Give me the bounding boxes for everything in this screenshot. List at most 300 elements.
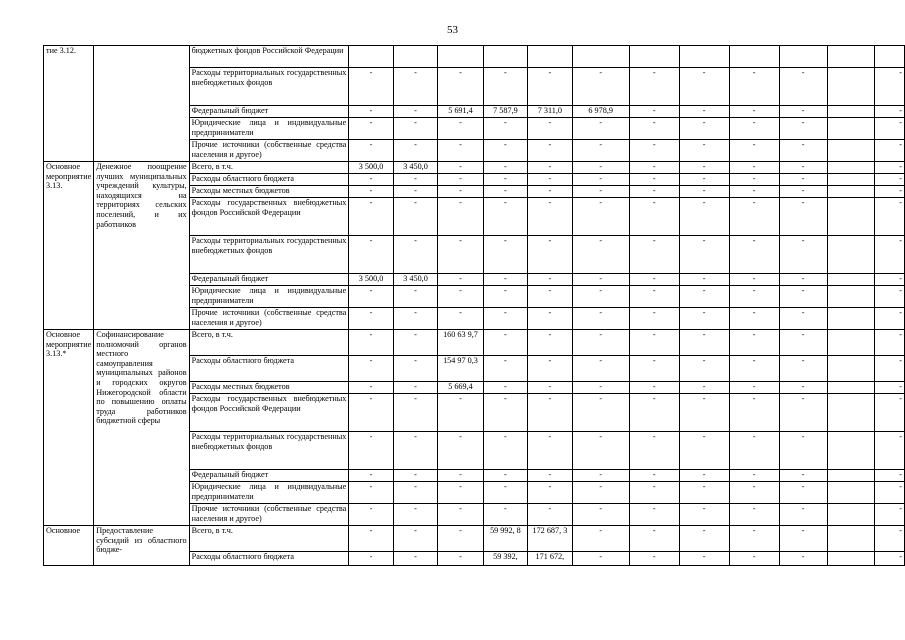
value-cell — [827, 140, 875, 162]
value-cell: 172 687, 3 — [528, 526, 572, 552]
value-cell: - — [572, 330, 629, 356]
value-cell: - — [349, 470, 393, 482]
funding-source: Федеральный бюджет — [189, 274, 349, 286]
value-cell: - — [572, 482, 629, 504]
value-cell: - — [779, 394, 827, 432]
value-cell: - — [483, 274, 527, 286]
value-cell: - — [393, 186, 437, 198]
value-cell: - — [779, 308, 827, 330]
funding-source: Расходы областного бюджета — [189, 552, 349, 566]
value-cell: - — [629, 174, 679, 186]
value-cell: 5 691,4 — [438, 106, 483, 118]
value-cell: - — [349, 186, 393, 198]
value-cell: - — [572, 174, 629, 186]
value-cell: - — [629, 140, 679, 162]
value-cell: - — [438, 174, 483, 186]
value-cell: - — [729, 186, 779, 198]
funding-source: Всего, в т.ч. — [189, 162, 349, 174]
value-cell: 3 500,0 — [349, 162, 393, 174]
value-cell: - — [875, 470, 905, 482]
funding-source: Прочие источники (собственные средства населения и другое) — [189, 504, 349, 526]
value-cell: - — [779, 482, 827, 504]
value-cell: - — [779, 186, 827, 198]
value-cell — [349, 46, 393, 68]
value-cell: - — [349, 174, 393, 186]
value-cell: - — [629, 470, 679, 482]
value-cell: - — [393, 356, 437, 382]
value-cell: - — [729, 308, 779, 330]
table-row — [44, 46, 905, 68]
value-cell: 171 672, — [528, 552, 572, 566]
funding-source: Федеральный бюджет — [189, 470, 349, 482]
funding-source: Федеральный бюджет — [189, 106, 349, 118]
value-cell: - — [349, 68, 393, 106]
value-cell: - — [779, 274, 827, 286]
value-cell: - — [349, 330, 393, 356]
value-cell — [629, 46, 679, 68]
value-cell: - — [349, 140, 393, 162]
value-cell: - — [572, 162, 629, 174]
value-cell: - — [483, 198, 527, 236]
value-cell: - — [629, 482, 679, 504]
value-cell: - — [528, 432, 572, 470]
value-cell: - — [438, 470, 483, 482]
funding-source: Расходы местных бюджетов — [189, 186, 349, 198]
value-cell: - — [729, 140, 779, 162]
value-cell: - — [729, 526, 779, 552]
value-cell: - — [483, 308, 527, 330]
value-cell: - — [572, 394, 629, 432]
value-cell: - — [679, 118, 729, 140]
value-cell: - — [679, 274, 729, 286]
value-cell — [827, 470, 875, 482]
value-cell: - — [438, 552, 483, 566]
value-cell: - — [875, 198, 905, 236]
value-cell: - — [572, 504, 629, 526]
value-cell: - — [729, 118, 779, 140]
value-cell: - — [679, 526, 729, 552]
value-cell: - — [629, 286, 679, 308]
value-cell: - — [438, 526, 483, 552]
value-cell: - — [779, 382, 827, 394]
value-cell: - — [729, 198, 779, 236]
measure-code: Основное мероприятие 3.13.* — [44, 330, 94, 526]
value-cell: - — [483, 118, 527, 140]
funding-source: Прочие источники (собственные средства населения и другое) — [189, 308, 349, 330]
value-cell: - — [528, 382, 572, 394]
value-cell: - — [528, 482, 572, 504]
value-cell: - — [483, 330, 527, 356]
value-cell: - — [875, 356, 905, 382]
value-cell: - — [572, 356, 629, 382]
value-cell: - — [572, 552, 629, 566]
value-cell: - — [528, 470, 572, 482]
value-cell: - — [393, 394, 437, 432]
value-cell: - — [729, 394, 779, 432]
value-cell: - — [528, 68, 572, 106]
value-cell: 3 500,0 — [349, 274, 393, 286]
value-cell: - — [393, 236, 437, 274]
value-cell: - — [729, 432, 779, 470]
value-cell — [528, 46, 572, 68]
funding-source: бюджетных фондов Российской Федерации — [189, 46, 349, 68]
value-cell: - — [679, 504, 729, 526]
value-cell: - — [393, 118, 437, 140]
value-cell: - — [779, 68, 827, 106]
value-cell — [438, 46, 483, 68]
value-cell: - — [679, 470, 729, 482]
value-cell: - — [875, 106, 905, 118]
value-cell: 59 392, — [483, 552, 527, 566]
value-cell: - — [572, 432, 629, 470]
value-cell: - — [393, 526, 437, 552]
value-cell: - — [528, 308, 572, 330]
value-cell: - — [528, 118, 572, 140]
value-cell: - — [875, 482, 905, 504]
value-cell: - — [393, 140, 437, 162]
value-cell — [572, 46, 629, 68]
value-cell: 3 450,0 — [393, 162, 437, 174]
value-cell: - — [438, 198, 483, 236]
value-cell: - — [349, 198, 393, 236]
value-cell — [779, 46, 827, 68]
value-cell — [827, 46, 875, 68]
value-cell — [827, 552, 875, 566]
value-cell: 3 450,0 — [393, 274, 437, 286]
value-cell — [875, 46, 905, 68]
value-cell: - — [629, 552, 679, 566]
value-cell: - — [528, 330, 572, 356]
value-cell: - — [875, 382, 905, 394]
value-cell: 160 63 9,7 — [438, 330, 483, 356]
funding-source: Расходы территориальных государственных внебюджетных фондов — [189, 432, 349, 470]
value-cell: - — [572, 140, 629, 162]
value-cell: - — [438, 236, 483, 274]
value-cell: - — [349, 106, 393, 118]
value-cell: - — [572, 236, 629, 274]
value-cell: - — [483, 470, 527, 482]
value-cell: - — [572, 198, 629, 236]
value-cell: - — [349, 552, 393, 566]
value-cell — [827, 174, 875, 186]
value-cell — [827, 394, 875, 432]
value-cell — [827, 504, 875, 526]
value-cell: - — [483, 186, 527, 198]
value-cell: - — [875, 526, 905, 552]
value-cell: - — [679, 140, 729, 162]
value-cell: - — [349, 394, 393, 432]
value-cell: - — [779, 356, 827, 382]
value-cell: - — [629, 274, 679, 286]
measure-name: Предоставление субсидий из областного бюдже- — [94, 526, 189, 566]
value-cell: - — [483, 140, 527, 162]
value-cell: - — [629, 308, 679, 330]
value-cell: - — [629, 236, 679, 274]
measure-name: Софинансирование полномочий органов местного самоуправления муниципальных районов и городских округов Нижегородской области по повышению оплаты труда работников бюджетной сферы — [94, 330, 189, 526]
value-cell: - — [875, 330, 905, 356]
value-cell: - — [349, 236, 393, 274]
value-cell: - — [528, 140, 572, 162]
funding-source: Юридические лица и индивидуальные предприниматели — [189, 118, 349, 140]
value-cell: - — [438, 432, 483, 470]
value-cell: 7 311,0 — [528, 106, 572, 118]
value-cell: - — [572, 382, 629, 394]
value-cell — [393, 46, 437, 68]
value-cell: - — [483, 68, 527, 106]
value-cell: - — [438, 504, 483, 526]
value-cell: - — [438, 186, 483, 198]
value-cell: - — [875, 68, 905, 106]
value-cell: - — [729, 482, 779, 504]
value-cell: 154 97 0,3 — [438, 356, 483, 382]
value-cell: - — [393, 286, 437, 308]
value-cell: - — [875, 118, 905, 140]
value-cell: - — [629, 382, 679, 394]
value-cell: - — [729, 504, 779, 526]
value-cell: - — [729, 106, 779, 118]
value-cell: - — [393, 432, 437, 470]
value-cell: - — [875, 140, 905, 162]
value-cell — [827, 106, 875, 118]
value-cell: - — [729, 470, 779, 482]
value-cell — [827, 330, 875, 356]
value-cell: - — [528, 174, 572, 186]
value-cell: - — [679, 162, 729, 174]
value-cell: - — [629, 526, 679, 552]
value-cell: - — [729, 330, 779, 356]
value-cell: 7 587,9 — [483, 106, 527, 118]
value-cell — [827, 432, 875, 470]
value-cell: - — [483, 432, 527, 470]
value-cell: - — [779, 140, 827, 162]
value-cell: - — [679, 552, 729, 566]
value-cell: - — [779, 162, 827, 174]
value-cell: - — [349, 432, 393, 470]
value-cell: - — [528, 394, 572, 432]
value-cell: - — [483, 236, 527, 274]
value-cell: - — [629, 394, 679, 432]
value-cell: - — [779, 526, 827, 552]
measure-code: тие 3.12. — [44, 46, 94, 162]
value-cell: - — [438, 118, 483, 140]
value-cell: - — [572, 274, 629, 286]
value-cell: - — [779, 504, 827, 526]
value-cell: - — [875, 432, 905, 470]
value-cell: - — [875, 162, 905, 174]
value-cell — [827, 356, 875, 382]
value-cell: - — [438, 308, 483, 330]
value-cell: - — [438, 140, 483, 162]
value-cell: - — [875, 186, 905, 198]
value-cell — [827, 382, 875, 394]
value-cell — [827, 186, 875, 198]
value-cell: - — [779, 552, 827, 566]
value-cell: - — [393, 552, 437, 566]
value-cell: - — [629, 330, 679, 356]
value-cell: - — [729, 382, 779, 394]
value-cell: - — [779, 236, 827, 274]
value-cell: - — [349, 382, 393, 394]
value-cell: - — [528, 274, 572, 286]
value-cell: - — [679, 432, 729, 470]
value-cell: - — [679, 356, 729, 382]
value-cell: 59 992, 8 — [483, 526, 527, 552]
value-cell: - — [393, 174, 437, 186]
funding-source: Расходы территориальных государственных внебюджетных фондов — [189, 68, 349, 106]
value-cell: - — [528, 162, 572, 174]
value-cell: - — [679, 482, 729, 504]
funding-source: Расходы областного бюджета — [189, 356, 349, 382]
value-cell: - — [349, 482, 393, 504]
value-cell: - — [349, 526, 393, 552]
value-cell: - — [875, 286, 905, 308]
measure-name — [94, 46, 189, 162]
value-cell: - — [572, 118, 629, 140]
value-cell: - — [438, 68, 483, 106]
value-cell — [827, 236, 875, 274]
value-cell: - — [875, 308, 905, 330]
value-cell: - — [483, 286, 527, 308]
table-row — [44, 526, 905, 552]
value-cell: - — [679, 198, 729, 236]
value-cell — [827, 274, 875, 286]
measure-code: Основное мероприятие 3.13. — [44, 162, 94, 330]
funding-table — [43, 45, 905, 566]
value-cell: - — [483, 356, 527, 382]
value-cell: - — [528, 236, 572, 274]
measure-code: Основное — [44, 526, 94, 566]
value-cell: - — [729, 274, 779, 286]
funding-source: Расходы местных бюджетов — [189, 382, 349, 394]
value-cell: - — [729, 236, 779, 274]
value-cell: - — [349, 356, 393, 382]
value-cell: - — [483, 394, 527, 432]
page-number: 53 — [447, 24, 458, 36]
value-cell: - — [779, 106, 827, 118]
value-cell: - — [679, 186, 729, 198]
value-cell: - — [729, 552, 779, 566]
value-cell: 6 978,9 — [572, 106, 629, 118]
value-cell: - — [572, 470, 629, 482]
value-cell — [827, 482, 875, 504]
value-cell: - — [679, 394, 729, 432]
value-cell: - — [779, 118, 827, 140]
value-cell: - — [729, 162, 779, 174]
value-cell: - — [629, 504, 679, 526]
value-cell: - — [528, 504, 572, 526]
value-cell: - — [349, 118, 393, 140]
value-cell: - — [393, 482, 437, 504]
value-cell: - — [779, 470, 827, 482]
value-cell: - — [349, 308, 393, 330]
value-cell: - — [679, 174, 729, 186]
funding-source: Расходы территориальных государственных внебюджетных фондов — [189, 236, 349, 274]
value-cell: - — [629, 198, 679, 236]
value-cell — [827, 526, 875, 552]
value-cell — [827, 198, 875, 236]
value-cell: - — [438, 394, 483, 432]
value-cell: - — [629, 68, 679, 106]
value-cell: - — [483, 482, 527, 504]
value-cell: - — [629, 432, 679, 470]
value-cell: - — [779, 286, 827, 308]
value-cell: - — [679, 286, 729, 308]
value-cell: - — [875, 394, 905, 432]
value-cell: - — [349, 504, 393, 526]
value-cell: - — [572, 68, 629, 106]
funding-source: Юридические лица и индивидуальные предприниматели — [189, 286, 349, 308]
value-cell: - — [393, 470, 437, 482]
value-cell: - — [779, 198, 827, 236]
value-cell: - — [875, 552, 905, 566]
value-cell: - — [629, 106, 679, 118]
funding-source: Расходы государственных внебюджетных фондов Российской Федерации — [189, 394, 349, 432]
value-cell: - — [528, 356, 572, 382]
measure-name: Денежное поощрение лучших муниципальных учреждений культуры, находящихся на территориях сельских поселений, и их работников — [94, 162, 189, 330]
value-cell: - — [679, 308, 729, 330]
table-row — [44, 162, 905, 174]
value-cell: - — [629, 118, 679, 140]
value-cell: - — [438, 482, 483, 504]
value-cell — [729, 46, 779, 68]
value-cell: - — [438, 286, 483, 308]
value-cell: - — [729, 286, 779, 308]
funding-source: Прочие источники (собственные средства населения и другое) — [189, 140, 349, 162]
value-cell: - — [528, 186, 572, 198]
value-cell: - — [729, 68, 779, 106]
value-cell: - — [393, 198, 437, 236]
value-cell: - — [875, 504, 905, 526]
value-cell — [827, 286, 875, 308]
value-cell: - — [528, 286, 572, 308]
value-cell: - — [483, 162, 527, 174]
value-cell: - — [572, 308, 629, 330]
value-cell: - — [875, 236, 905, 274]
value-cell: - — [729, 174, 779, 186]
value-cell — [827, 162, 875, 174]
value-cell: - — [349, 286, 393, 308]
value-cell: - — [528, 198, 572, 236]
value-cell: - — [779, 330, 827, 356]
value-cell: - — [393, 106, 437, 118]
value-cell: - — [629, 186, 679, 198]
value-cell: - — [483, 174, 527, 186]
value-cell: - — [729, 356, 779, 382]
value-cell: - — [393, 382, 437, 394]
value-cell: - — [438, 274, 483, 286]
funding-source: Всего, в т.ч. — [189, 526, 349, 552]
value-cell: - — [629, 162, 679, 174]
funding-source: Юридические лица и индивидуальные предприниматели — [189, 482, 349, 504]
value-cell: - — [679, 382, 729, 394]
value-cell: - — [393, 330, 437, 356]
value-cell: - — [572, 526, 629, 552]
value-cell: - — [572, 286, 629, 308]
table-row — [44, 330, 905, 356]
funding-source: Расходы областного бюджета — [189, 174, 349, 186]
value-cell: 5 669,4 — [438, 382, 483, 394]
value-cell: - — [779, 174, 827, 186]
value-cell: - — [393, 308, 437, 330]
value-cell — [483, 46, 527, 68]
funding-source: Всего, в т.ч. — [189, 330, 349, 356]
funding-source: Расходы государственных внебюджетных фондов Российской Федерации — [189, 198, 349, 236]
value-cell: - — [679, 68, 729, 106]
value-cell: - — [679, 106, 729, 118]
value-cell: - — [629, 356, 679, 382]
value-cell: - — [875, 174, 905, 186]
value-cell: - — [572, 186, 629, 198]
